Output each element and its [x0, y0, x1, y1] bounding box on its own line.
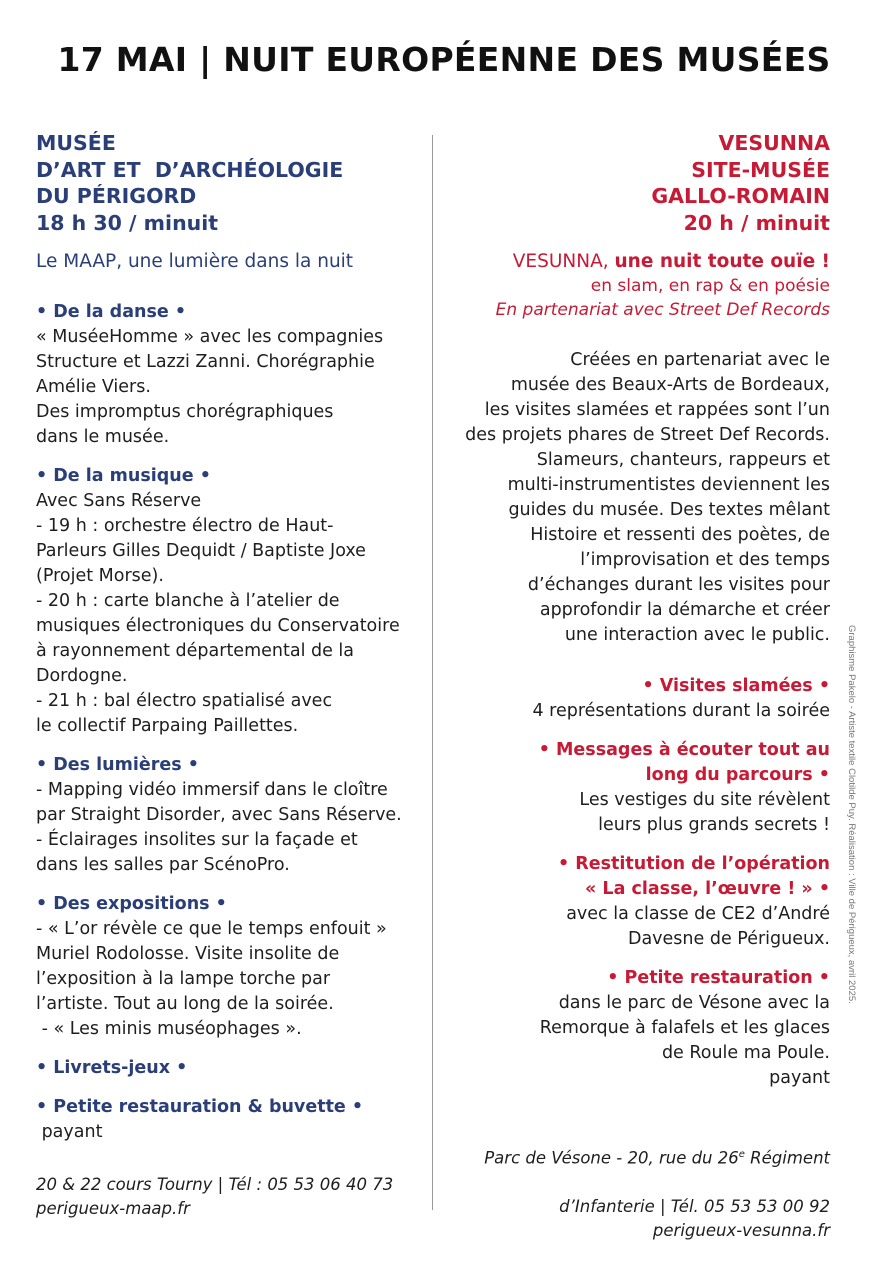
section-text: Les vestiges du site révèlent leurs plus grands secrets ! — [579, 790, 830, 835]
section-heading: • Petite restauration • — [607, 968, 830, 988]
vesunna-subtitle-plain: VESUNNA, — [512, 251, 615, 272]
vesunna-name-line: VESUNNA — [718, 131, 830, 155]
vesunna-name-line: SITE-MUSÉE — [691, 157, 830, 182]
maap-section-exhibitions — [36, 892, 421, 1042]
section-heading: • Des lumières • — [36, 755, 199, 775]
vesunna-subtitle-bold: une nuit toute ouïe ! — [614, 251, 830, 272]
maap-name-line: D’ART ET D’ARCHÉOLOGIE — [36, 157, 344, 182]
section-text: Avec Sans Réserve - 19 h : orchestre électro de Haut- Parleurs Gilles Dequidt / Baptiste Joxe (Projet Morse). - 20 h : carte blanche à l’atelier de musiques électroniques du Conservatoire à rayonnement départemental de la Dordogne. - 21 h : bal électro spatialisé avec le collectif Parpaing Paillettes. — [36, 491, 400, 736]
maap-section-games — [36, 1056, 421, 1081]
vesunna-intro: Créées en partenariat avec le musée des Beaux-Arts de Bordeaux, les visites slamées et rappées sont l’un des projets phares de Street Def Records. Slameurs, chanteurs, rappeurs et multi-instrumentistes deviennent les guides du musée. Des textes mêlant Histoire et ressenti des poètes, de l’improvisation et des temps d’échanges durant les visites pour approfondir la démarche et créer une interaction avec le public. — [465, 350, 830, 645]
vesunna-name-line: GALLO-ROMAIN — [651, 184, 830, 208]
vesunna-hours: 20 h / minuit — [683, 210, 830, 235]
vesunna-address-end: Régiment — [744, 1148, 830, 1168]
section-text: « MuséeHomme » avec les compagnies Structure et Lazzi Zanni. Chorégraphie Amélie Viers. Des impromptus chorégraphiques dans le musée. — [36, 327, 384, 447]
vesunna-section-messages — [448, 738, 830, 838]
vesunna-footer — [448, 1119, 830, 1267]
column-divider — [432, 135, 433, 1210]
section-heading: • De la musique • — [36, 466, 211, 486]
maap-section-music — [36, 464, 421, 739]
vesunna-address: Parc de Vésone - 20, rue du 26 — [484, 1148, 739, 1168]
vesunna-contact: d’Infanterie | Tél. 05 53 53 00 92 perigueux-vesunna.fr — [559, 1196, 830, 1240]
page-title: 17 MAI | NUIT EUROPÉENNE DES MUSÉES — [57, 40, 831, 79]
vesunna-name — [448, 130, 830, 210]
vesunna-subtitle-line2: en slam, en rap & en poésie — [590, 276, 830, 296]
maap-section-food — [36, 1095, 421, 1145]
vesunna-partner: En partenariat avec Street Def Records — [495, 300, 830, 320]
section-heading: • Messages à écouter tout au long du parcours • — [538, 740, 830, 785]
maap-section-lights — [36, 753, 421, 878]
vesunna-section-slam — [448, 674, 830, 724]
section-heading: • Restitution de l’opération « La classe, l’œuvre ! » • — [557, 854, 830, 899]
maap-footer: 20 & 22 cours Tourny | Tél : 05 53 06 40 73 perigueux-maap.fr — [36, 1175, 394, 1218]
maap-subtitle: Le MAAP, une lumière dans la nuit — [36, 251, 354, 272]
vesunna-column — [448, 130, 830, 1267]
credit-text: Graphisme Pakelo - Artiste textile Clotilde Puy. Réalisation : Ville de Périgueux, avril 2025. — [846, 625, 857, 1004]
section-heading: • Visites slamées • — [642, 676, 830, 696]
section-text: avec la classe de CE2 d’André Davesne de Périgueux. — [566, 904, 830, 949]
maap-name-line: MUSÉE — [36, 131, 116, 155]
vesunna-address-sup: e — [738, 1149, 745, 1160]
section-heading: • Livrets-jeux • — [36, 1058, 188, 1078]
section-text: - « L’or révèle ce que le temps enfouit » Muriel Rodolosse. Visite insolite de l’exposition à la lampe torche par l’artiste. Tout au long de la soirée. - « Les minis muséophages ». — [36, 919, 387, 1039]
maap-hours: 18 h 30 / minuit — [36, 210, 219, 235]
vesunna-section-restitution — [448, 852, 830, 952]
maap-column — [36, 130, 421, 1221]
section-text: 4 représentations durant la soirée — [532, 701, 830, 721]
section-text: payant — [36, 1122, 103, 1142]
vesunna-section-food — [448, 966, 830, 1091]
section-heading: • Des expositions • — [36, 894, 227, 914]
section-text: - Mapping vidéo immersif dans le cloître par Straight Disorder, avec Sans Réserve. - Éclairages insolites sur la façade et dans les salles par ScénoPro. — [36, 780, 402, 875]
maap-name-line: DU PÉRIGORD — [36, 184, 197, 208]
section-heading: • De la danse • — [36, 302, 187, 322]
maap-name — [36, 130, 421, 210]
section-heading: • Petite restauration & buvette • — [36, 1097, 364, 1117]
maap-section-dance — [36, 300, 421, 450]
vesunna-subtitle — [448, 250, 830, 322]
section-text: dans le parc de Vésone avec la Remorque à falafels et les glaces de Roule ma Poule. payant — [539, 993, 830, 1088]
